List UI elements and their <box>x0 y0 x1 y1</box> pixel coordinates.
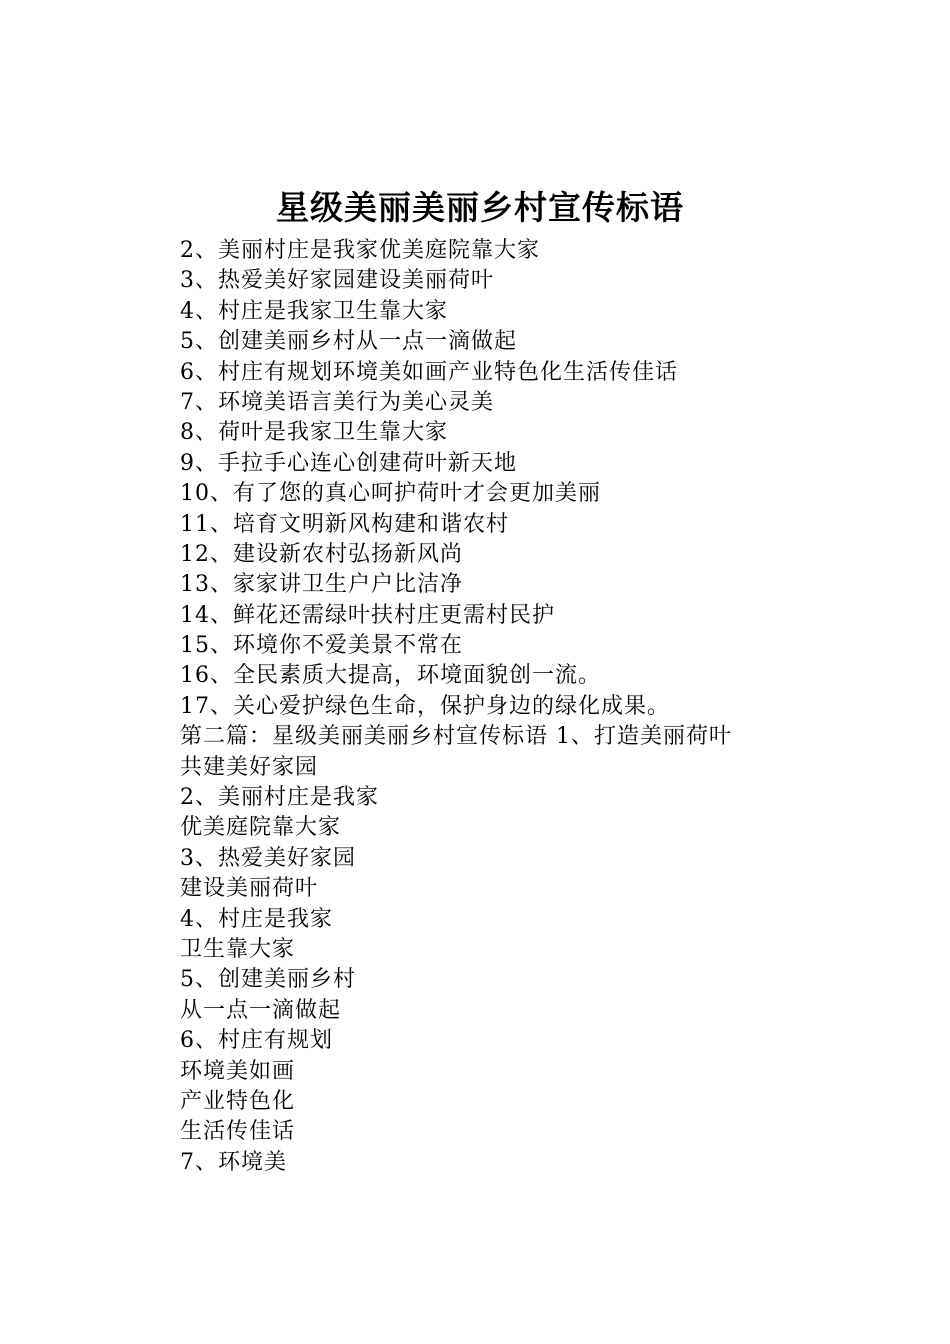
text-line: 12、建设新农村弘扬新风尚 <box>180 541 463 567</box>
text-line: 7、环境美语言美行为美心灵美 <box>180 389 494 415</box>
text-line: 16、全民素质大提高，环境面貌创一流。 <box>180 663 601 689</box>
text-line: 建设美丽荷叶 <box>180 876 319 902</box>
text-line: 5、创建美丽乡村 <box>180 967 356 993</box>
text-line: 17、关心爱护绿色生命，保护身边的绿化成果。 <box>180 693 670 719</box>
text-line: 8、荷叶是我家卫生靠大家 <box>180 420 448 446</box>
text-line: 7、环境美 <box>180 1149 287 1175</box>
text-line: 6、村庄有规划环境美如画产业特色化生活传佳话 <box>180 359 678 385</box>
text-line: 卫生靠大家 <box>180 936 296 962</box>
text-line: 优美庭院靠大家 <box>180 815 342 841</box>
text-line: 13、家家讲卫生户户比洁净 <box>180 572 463 598</box>
text-line: 从一点一滴做起 <box>180 997 342 1023</box>
text-line: 生活传佳话 <box>180 1119 296 1145</box>
text-line: 15、环境你不爱美景不常在 <box>180 633 463 659</box>
text-line: 5、创建美丽乡村从一点一滴做起 <box>180 329 517 355</box>
text-line: 10、有了您的真心呵护荷叶才会更加美丽 <box>180 481 601 507</box>
text-line: 第二篇：星级美丽美丽乡村宣传标语 1、打造美丽荷叶 <box>180 724 732 750</box>
text-line: 3、热爱美好家园建设美丽荷叶 <box>180 268 494 294</box>
text-line: 产业特色化 <box>180 1088 296 1114</box>
text-line: 4、村庄是我家 <box>180 906 333 932</box>
text-line: 3、热爱美好家园 <box>180 845 356 871</box>
text-line: 共建美好家园 <box>180 754 319 780</box>
text-line: 4、村庄是我家卫生靠大家 <box>180 298 448 324</box>
text-line: 11、培育文明新风构建和谐农村 <box>180 511 509 537</box>
text-line: 2、美丽村庄是我家优美庭院靠大家 <box>180 238 540 263</box>
text-line: 9、手拉手心连心创建荷叶新天地 <box>180 450 517 476</box>
text-line: 环境美如画 <box>180 1058 296 1084</box>
text-line: 6、村庄有规划 <box>180 1028 333 1054</box>
slogan-list <box>180 236 820 1178</box>
document-title: 星级美丽美丽乡村宣传标语 <box>276 188 684 227</box>
text-line: 14、鲜花还需绿叶扶村庄更需村民护 <box>180 602 555 628</box>
text-line: 2、美丽村庄是我家 <box>180 785 379 811</box>
